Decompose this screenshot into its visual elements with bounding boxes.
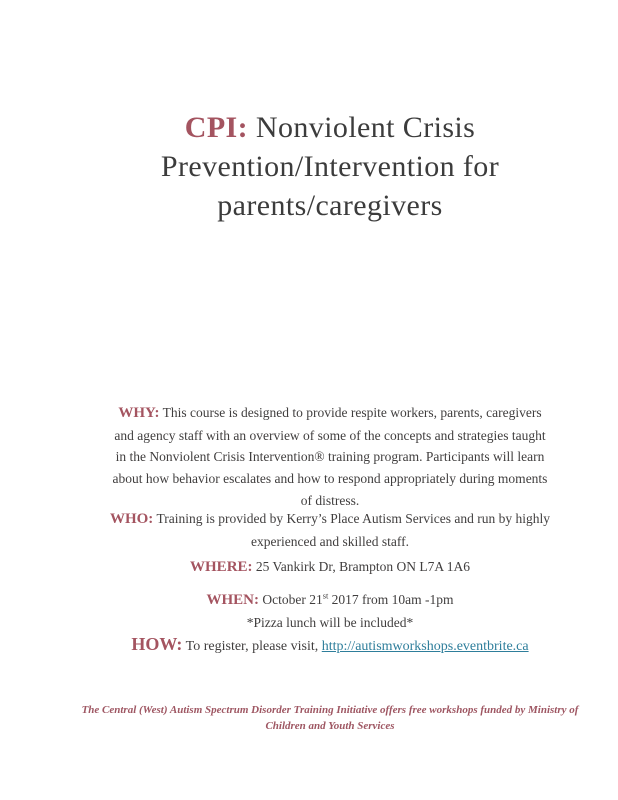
how-text: To register, please visit, [185, 639, 322, 654]
section-how [42, 634, 618, 658]
footer-note [42, 703, 618, 734]
flyer-title [42, 108, 618, 225]
registration-link[interactable]: http://autismworkshops.eventbrite.ca [321, 639, 529, 654]
why-line-3: in the Nonviolent Crisis Intervention® training program. Participants will learn [115, 449, 545, 465]
footer-line-2: Children and Youth Services [265, 719, 395, 732]
why-label: WHY: [118, 405, 160, 421]
who-line-1 [42, 508, 618, 531]
footer-line-1: The Central (West) Autism Spectrum Disorder Training Initiative offers free workshops funded by Ministry of [81, 704, 579, 716]
how-line [42, 634, 618, 658]
where-line [42, 556, 618, 579]
when-label: WHEN: [206, 592, 259, 608]
section-where [42, 556, 618, 579]
why-line-4: about how behavior escalates and how to respond appropriately during moments [112, 471, 548, 487]
title-line-3: parents/caregivers [217, 189, 443, 222]
when-note: *Pizza lunch will be included* [246, 614, 414, 630]
title-line-1 [42, 108, 618, 147]
section-why [42, 402, 618, 512]
why-line-1 [42, 402, 618, 425]
title-line-2: Prevention/Intervention for [160, 150, 500, 183]
why-line-2: and agency staff with an overview of some of the concepts and strategies taught [114, 427, 546, 443]
who-line-1-text: Training is provided by Kerry’s Place Autism Services and run by highly [156, 511, 551, 526]
why-line-5: of distress. [300, 492, 360, 508]
when-line [42, 589, 618, 612]
section-who [42, 508, 618, 552]
where-text: 25 Vankirk Dr, Brampton ON L7A 1A6 [255, 559, 470, 574]
who-line-2: experienced and skilled staff. [251, 533, 409, 549]
why-line-1-text: This course is designed to provide respite workers, parents, caregivers [162, 405, 542, 420]
when-date-prefix: October 21 [262, 592, 323, 607]
title-highlight: CPI: [184, 111, 249, 144]
when-date-ordinal: st [322, 591, 329, 601]
title-line-1-text: Nonviolent Crisis [255, 111, 476, 144]
how-label: HOW: [131, 634, 183, 654]
who-label: WHO: [109, 511, 154, 527]
when-date-suffix: 2017 from 10am -1pm [328, 592, 454, 607]
section-when [42, 589, 618, 633]
where-label: WHERE: [190, 559, 253, 575]
